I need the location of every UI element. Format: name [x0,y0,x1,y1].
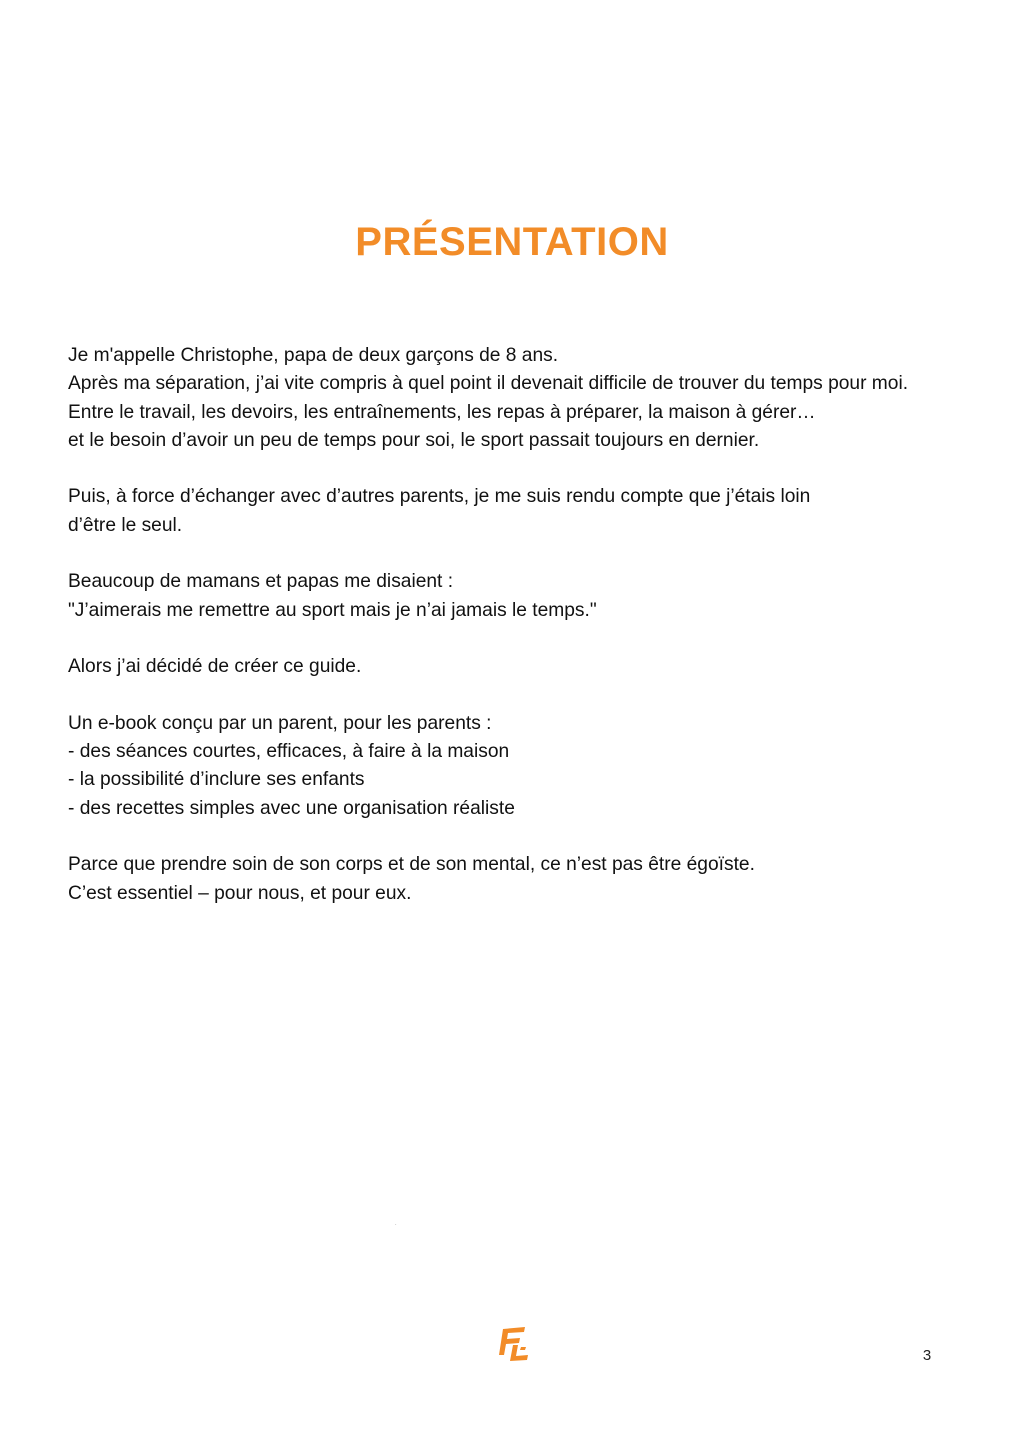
text-line: Puis, à force d’échanger avec d’autres parents, je me suis rendu compte que j’étais loin [68,486,811,508]
list-item: - des recettes simples avec une organisation réaliste [68,797,515,819]
page-title: PRÉSENTATION [355,220,669,264]
paragraph-ebook-features [68,710,998,823]
list-item: - des séances courtes, efficaces, à faire à la maison [68,741,510,763]
paragraph-other-parents [68,483,998,540]
text-line: Entre le travail, les devoirs, les entraînements, les repas à préparer, la maison à gérer… [68,401,816,423]
text-line: Je m'appelle Christophe, papa de deux garçons de 8 ans. [68,345,559,366]
paragraph-quote [68,568,998,625]
text-line: C’est essentiel – pour nous, et pour eux. [68,882,412,904]
text-line: "J’aimerais me remettre au sport mais je n’ai jamais le temps." [68,599,597,621]
text-line: Parce que prendre soin de son corps et de son mental, ce n’est pas être égoïste. [68,854,755,876]
text-line: Beaucoup de mamans et papas me disaient : [68,571,454,593]
text-line: et le besoin d’avoir un peu de temps pour soi, le sport passait toujours en dernier. [68,429,760,451]
text-line: Alors j’ai décidé de créer ce guide. [68,656,362,678]
paragraph-conclusion [68,851,998,908]
text-line: Après ma séparation, j’ai vite compris à quel point il devenait difficile de trouver du temps pour moi. [68,373,909,395]
brand-logo-icon [395,1225,531,1363]
body-text [68,342,998,936]
logo-text: FL [395,1225,397,1226]
paragraph-intro [68,342,998,455]
paragraph-decision [68,653,998,681]
text-line: Un e-book conçu par un parent, pour les parents : [68,712,492,734]
text-line: d’être le seul. [68,514,183,536]
list-item: - la possibilité d’inclure ses enfants [68,769,365,791]
page-number: 3 [922,1347,932,1364]
